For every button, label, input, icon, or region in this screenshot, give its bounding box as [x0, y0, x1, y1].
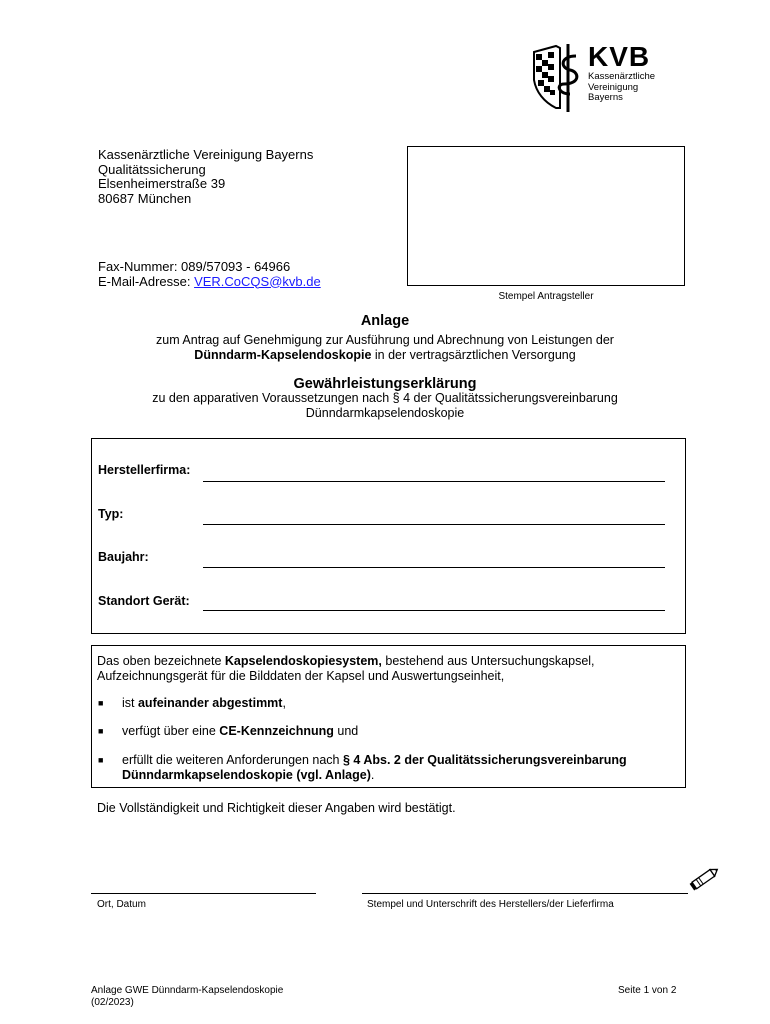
- type-label: Typ:: [98, 507, 124, 521]
- address-line1: Kassenärztliche Vereinigung Bayerns: [98, 147, 314, 162]
- year-label: Baujahr:: [98, 550, 149, 564]
- fax-number: Fax-Nummer: 089/57093 - 64966: [98, 259, 291, 274]
- b2-b: und: [333, 724, 359, 738]
- footer-doc: [91, 985, 283, 1008]
- intro-text-a: Das oben bezeichnete: [97, 654, 225, 668]
- location-label: Standort Gerät:: [98, 594, 190, 608]
- b2-a: verfügt über eine: [122, 724, 220, 738]
- email-line: [98, 275, 321, 290]
- logo-line2: Vereinigung: [588, 81, 639, 93]
- kvb-emblem-icon: [530, 42, 582, 114]
- address-line4: 80687 München: [98, 190, 192, 206]
- anlage-title: Anlage: [360, 313, 410, 329]
- declaration-intro-line2: Aufzeichnungsgerät für die Bilddaten der Kapsel und Auswertungseinheit,: [97, 669, 505, 683]
- applicant-stamp-box[interactable]: [407, 146, 685, 286]
- footer-doc-date: (02/2023): [91, 996, 134, 1008]
- email-label: E-Mail-Adresse:: [98, 273, 195, 289]
- pencil-icon: [688, 864, 722, 892]
- b1-a: ist: [122, 696, 138, 710]
- logo-line1: Kassenärztliche: [588, 71, 656, 82]
- place-date-label: Ort, Datum: [97, 899, 146, 910]
- bullet-icon: ■: [98, 755, 104, 765]
- contact-info: [98, 260, 321, 289]
- warranty-subtitle-line2: Dünndarmkapselendoskopie: [305, 406, 465, 420]
- anlage-subtitle-line2: [60, 348, 710, 363]
- b2-bold: CE-Kennzeichnung: [219, 724, 334, 738]
- b3-line1: [122, 753, 682, 768]
- address-line2: Qualitätssicherung: [98, 161, 206, 177]
- anlage-subtitle-rest: in der vertragsärztlichen Versorgung: [371, 348, 576, 362]
- warranty-subtitle-line1: zu den apparativen Voraussetzungen nach § 4 der Qualitätssicherungsvereinbarung: [152, 391, 618, 405]
- warranty-title: Gewährleistungserklärung: [293, 376, 477, 392]
- place-date-field[interactable]: [91, 893, 316, 894]
- b3-line2: [122, 768, 682, 783]
- anlage-subtitle-bold: Dünndarm-Kapselendoskopie: [194, 348, 372, 362]
- recipient-address: [98, 148, 313, 206]
- logo-brand: KVB: [588, 41, 651, 72]
- year-field[interactable]: [203, 567, 665, 568]
- b1-b: ,: [282, 696, 286, 710]
- kvb-logo: [530, 42, 670, 114]
- b3-b: .: [370, 768, 375, 782]
- email-link[interactable]: VER.CoCQS@kvb.de: [194, 273, 321, 289]
- footer-doc-name: Anlage GWE Dünndarm-Kapselendoskopie: [91, 985, 284, 996]
- anlage-subtitle: [60, 333, 710, 363]
- b3-bold2: Dünndarmkapselendoskopie (vgl. Anlage): [122, 768, 371, 782]
- bullet-item-1: [122, 696, 286, 711]
- intro-bold: Kapselendoskopiesystem,: [224, 654, 382, 668]
- manufacturer-field[interactable]: [203, 481, 665, 482]
- address-line3: Elsenheimerstraße 39: [98, 176, 226, 191]
- page-number: Seite 1 von 2: [618, 985, 677, 996]
- declaration-intro: [97, 654, 677, 684]
- type-field[interactable]: [203, 524, 665, 525]
- warranty-subtitle: [60, 391, 710, 421]
- location-field[interactable]: [203, 610, 665, 611]
- stamp-signature-field[interactable]: [362, 893, 688, 894]
- logo-line3: Bayerns: [588, 92, 623, 103]
- anlage-subtitle-line1: zum Antrag auf Genehmigung zur Ausführung und Abrechnung von Leistungen der: [156, 333, 614, 347]
- declaration-intro-line1: [97, 654, 677, 669]
- bullet-icon: ■: [98, 726, 104, 736]
- stamp-signature-label: Stempel und Unterschrift des Herstellers/der Lieferfirma: [367, 899, 614, 910]
- confirmation-text: Die Vollständigkeit und Richtigkeit dieser Angaben wird bestätigt.: [97, 801, 456, 815]
- b3-bold1: § 4 Abs. 2 der Qualitätssicherungsvereinbarung: [342, 753, 627, 767]
- bullet-item-2: [122, 724, 358, 739]
- b3-a: erfüllt die weiteren Anforderungen nach: [122, 753, 343, 767]
- intro-text-b: bestehend aus Untersuchungskapsel,: [381, 654, 595, 668]
- bullet-item-3: [122, 753, 682, 783]
- b1-bold: aufeinander abgestimmt: [137, 696, 283, 710]
- manufacturer-label: Herstellerfirma:: [98, 463, 191, 477]
- bullet-icon: ■: [98, 698, 104, 708]
- stamp-caption: Stempel Antragsteller: [498, 291, 594, 302]
